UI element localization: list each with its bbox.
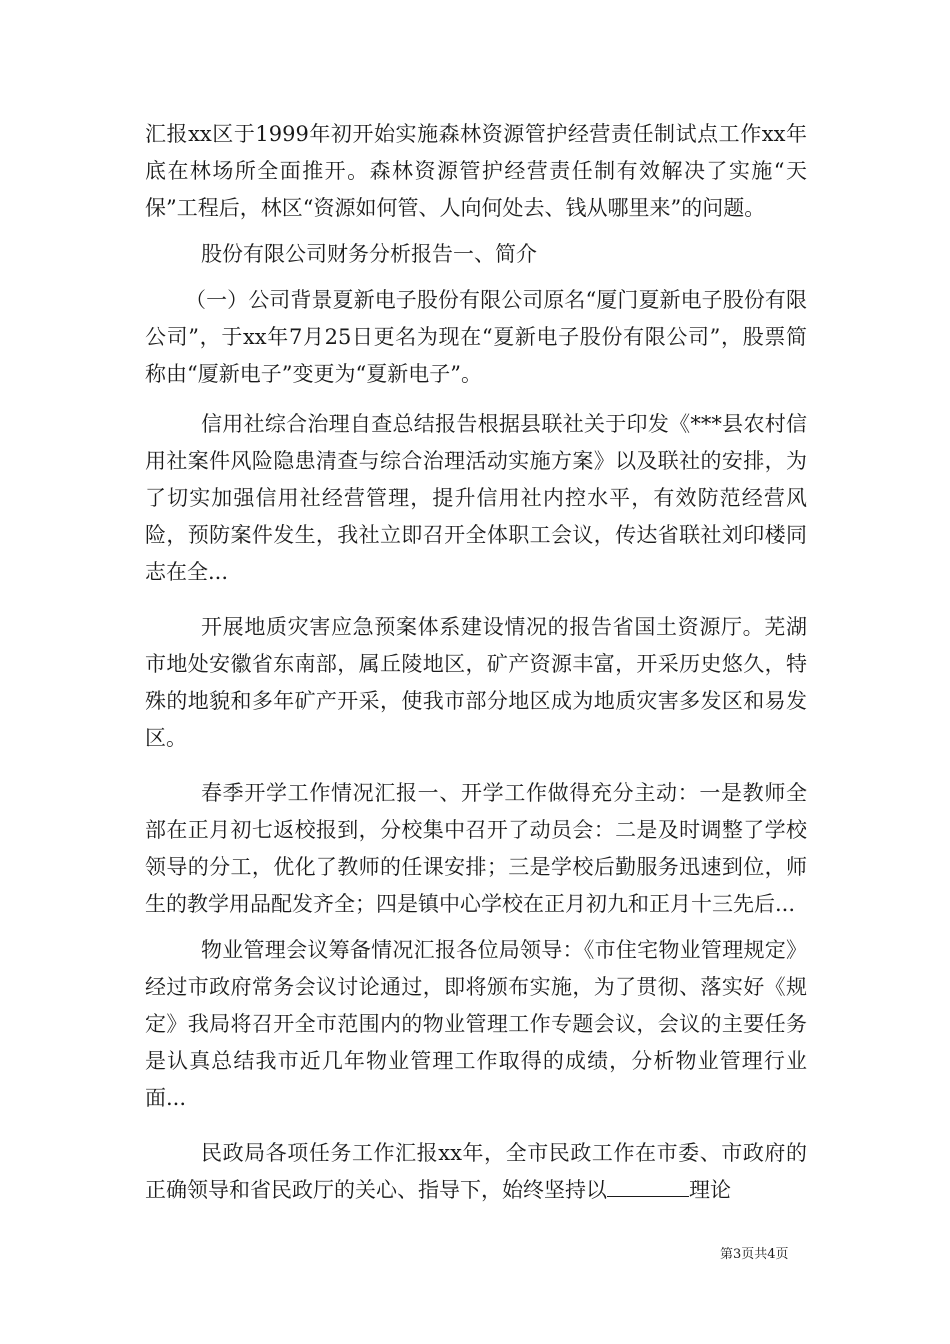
paragraph-credit-union-report: 信用社综合治理自查总结报告根据县联社关于印发《***县农村信用社案件风险隐患清查与综合治理活动实施方案》以及联社的安排，为了切实加强信用社经营管理，提升信用社内控水平，有效防范经营风险，预防案件发生，我社立即召开全体职工会议，传达省联社刘印楼同志在全... [145,412,807,584]
fill-in-blank [607,1176,689,1197]
paragraph-forest-report: 汇报xx区于1999年初开始实施森林资源管护经营责任制试点工作xx年底在林场所全面推开。森林资源管护经营责任制有效解决了实施“天保”工程后，林区“资源如何管、人向何处去、钱从哪里来”的问题。 [145,122,807,220]
paragraph-property-management-report: 物业管理会议筹备情况汇报各位局领导：《市住宅物业管理规定》经过市政府常务会议讨论通过，即将颁布实施，为了贯彻、落实好《规定》我局将召开全市范围内的物业管理工作专题会议，会议的主要任务是认真总结我市近几年物业管理工作取得的成绩，分析物业管理行业面... [145,938,807,1110]
paragraph-financial-report-title: 股份有限公司财务分析报告一、简介 [201,242,537,266]
civil-affairs-tail: 理论 [689,1178,731,1202]
page-number-footer: 第3页共4页 [720,1247,789,1262]
document-body [145,116,807,1209]
paragraph-spring-semester-report: 春季开学工作情况汇报一、开学工作做得充分主动：一是教师全部在正月初七返校报到，分校集中召开了动员会：二是及时调整了学校领导的分工，优化了教师的任课安排；三是学校后勤服务迅速到位，师生的教学用品配发齐全；四是镇中心学校在正月初九和正月十三先后... [145,781,807,916]
paragraph-geological-hazard-report: 开展地质灾害应急预案体系建设情况的报告省国土资源厅。芜湖市地处安徽省东南部，属丘陵地区，矿产资源丰富，开采历史悠久，特殊的地貌和多年矿产开采，使我市部分地区成为地质灾害多发区和易发区。 [145,615,807,750]
paragraph-civil-affairs-report [145,1135,807,1209]
civil-affairs-text: 民政局各项任务工作汇报xx年，全市民政工作在市委、市政府的正确领导和省民政厅的关心、指导下，始终坚持以 [145,1141,807,1202]
paragraph-company-background: （一）公司背景夏新电子股份有限公司原名“厦门夏新电子股份有限公司”，于xx年7月25日更名为现在“夏新电子股份有限公司”，股票简称由“厦新电子”变更为“夏新电子”。 [145,288,807,386]
